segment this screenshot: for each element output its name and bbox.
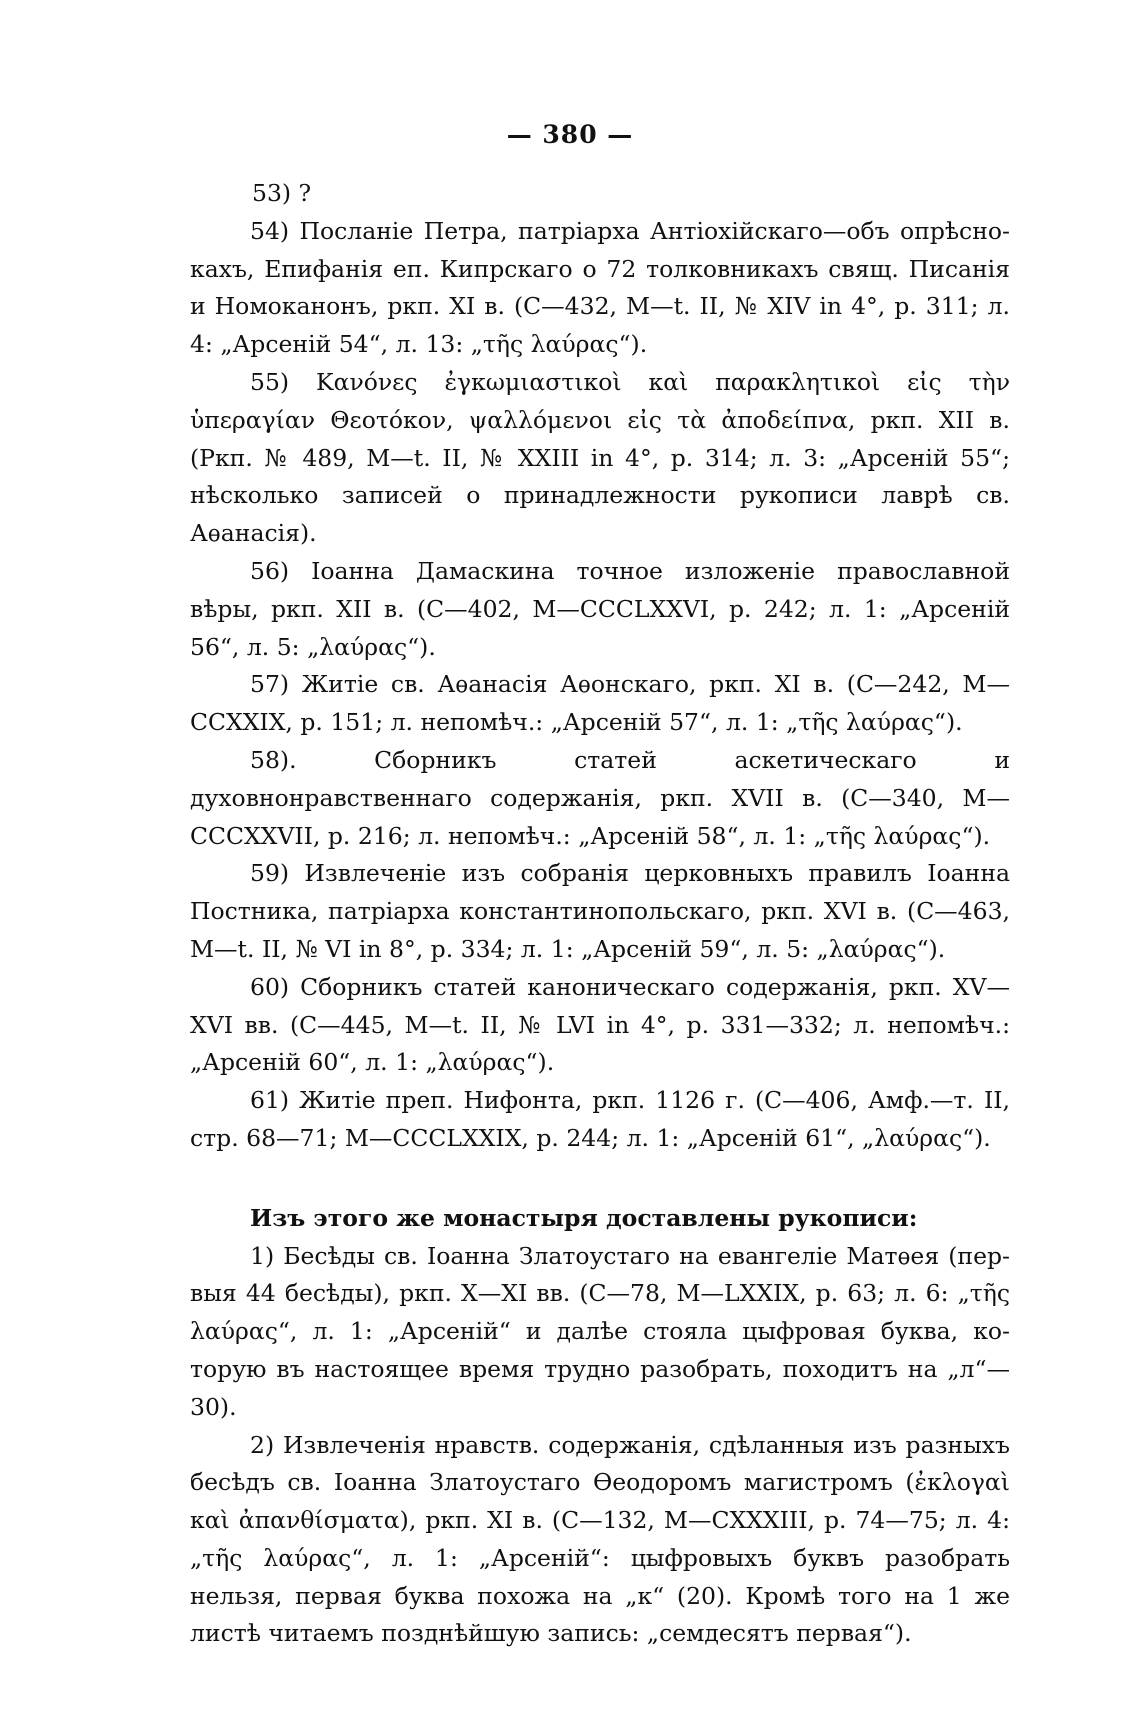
entry-57: 57) Житіе св. Аѳанасія Аѳонскаго, ркп. XI в. (С—242, M—CCXXIX, p. 151; л. непомѣч.: „Арсеній 57“, л. 1: „τῆς λαύρας“). [190,670,1010,737]
entry-53: 53) ? [252,179,312,207]
entry-58: 58). Сборникъ статей аскетическаго и духовнонравственнаго содержанія, ркп. XVII в. (С—340, M—CCCXXVII, p. 216; л. непомѣч.: „Арсеній 58“, л. 1: „τῆς λαύρας“). [190,745,1010,850]
page-number: — 380 — [506,120,634,149]
entry-59: 59) Извлеченіе изъ собранія церковныхъ правилъ Іоанна Постника, патріарха константинопольскаго, ркп. XVI в. (С—463, M—t. II, № VI in 8°, p. 334; л. 1: „Арсеній 59“, л. 5: „λαύρας“). [190,859,1010,963]
entry-54: 54) Посланіе Петра, патріарха Антіохійскаго—объ опрѣснокахъ, Епифанія еп. Кипрскаго о 72 толковникахъ свящ. Писанія и Номоканонъ, ркп. XI в. (С—432, M—t. II, № XIV in 4°, p. 311; л. 4: „Арсеній 54“, л. 13: „τῆς λαύρας“). [190,216,1010,359]
section-item-2: 2) Извлеченія нравств. содержанія, сдѣланныя изъ разныхъ бесѣдъ св. Іоанна Златоустаго Ѳеодоромъ магистромъ (ἐκλογαὶ καὶ ἀπανθίσματα), ркп. XI в. (С—132, M—CXXXIII, p. 74—75; л. 4: „τῆς λαύρας“, л. 1: „Арсеній“: цыфровыхъ буквъ разобрать нельзя, первая буква похожа на „к“ (20). Кромѣ того на 1 же листѣ читаемъ позднѣйшую запись: „семдесятъ первая“). [190,1430,1010,1648]
section-intro: Изъ этого же монастыря доставлены рукописи: [250,1203,918,1232]
entry-60: 60) Сборникъ статей каноническаго содержанія, ркп. XV—XVI вв. (С—445, M—t. II, № LVI in 4°, p. 331—332; л. непомѣч.: „Арсеній 60“, л. 1: „λαύρας“). [190,972,1010,1077]
section-item-1: 1) Бесѣды св. Іоанна Златоустаго на евангеліе Матѳея (первыя 44 бесѣды), ркп. X—XI вв. (С—78, M—LXXIX, p. 63; л. 6: „τῆς λαύρας“, л. 1: „Арсеній“ и далѣе стояла цыфровая буква, которую въ настоящее время трудно разобрать, походитъ на „л“—30). [190,1241,1010,1421]
entry-56: 56) Іоанна Дамаскина точное изложеніе православной вѣры, ркп. XII в. (С—402, M—CCCLXXVI, p. 242; л. 1: „Арсеній 56“, л. 5: „λαύρας“). [190,556,1010,661]
text-block [190,175,1010,1653]
entry-55: 55) Κανόνες ἐγκωμιαστικοὶ καὶ παρακλητικοὶ εἰς τὴν ὑπεραγίαν Θεοτόκον, ψαλλόμενοι εἰς τὰ ἀποδείπνα, ркп. XII в. (Ркп. № 489, M—t. II, № XXIII in 4°, p. 314; л. 3: „Арсеній 55“; нѣсколько записей о принадлежности рукописи лаврѣ св. Аѳанасія). [190,367,1010,548]
section-spacer [190,1158,1010,1200]
entry-61: 61) Житіе преп. Нифонта, ркп. 1126 г. (С—406, Амф.—т. II, стр. 68—71; M—CCCLXXIX, p. 244; л. 1: „Арсеній 61“, „λαύρας“). [190,1086,1010,1152]
